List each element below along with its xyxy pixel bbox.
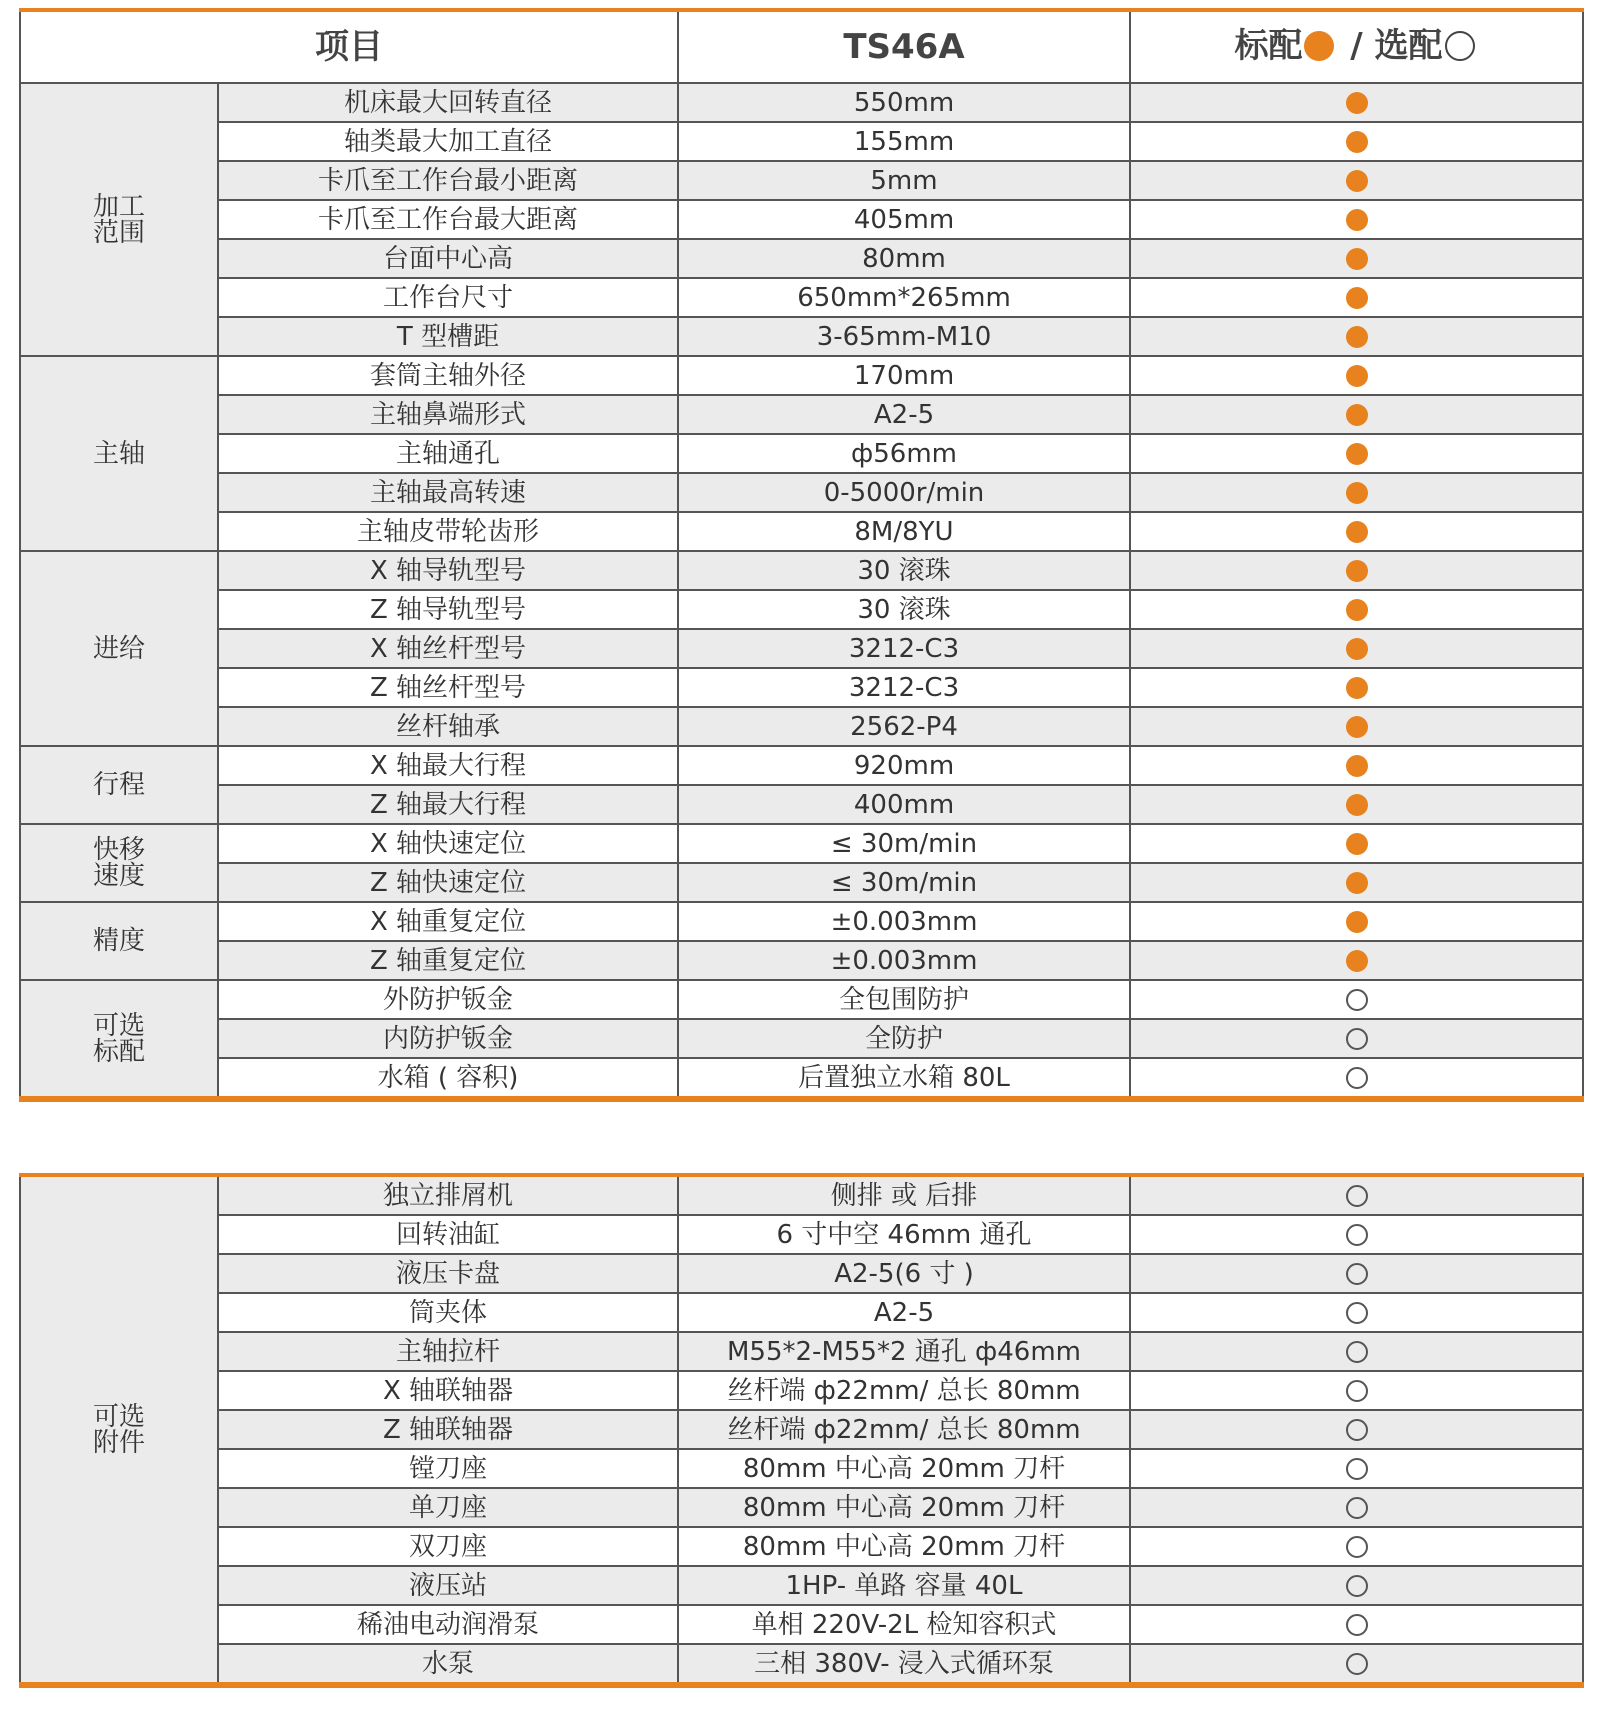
optional-circle-icon — [1346, 1536, 1368, 1558]
table-body-main — [20, 83, 1583, 1099]
optional-circle-icon — [1346, 1497, 1368, 1519]
config-cell — [1130, 629, 1583, 668]
config-cell — [1130, 512, 1583, 551]
optional-circle-icon — [1346, 1419, 1368, 1441]
value-cell: 全防护 — [678, 1019, 1130, 1058]
value-cell: 丝杆端 ф22mm/ 总长 80mm — [678, 1410, 1130, 1449]
table-row — [20, 1410, 1583, 1449]
optional-circle-icon — [1346, 1380, 1368, 1402]
standard-dot-icon — [1346, 482, 1368, 504]
item-cell: 外防护钣金 — [218, 980, 678, 1019]
config-cell — [1130, 239, 1583, 278]
table-row — [20, 824, 1583, 863]
config-cell — [1130, 434, 1583, 473]
config-cell — [1130, 1215, 1583, 1254]
item-cell: Z 轴丝杆型号 — [218, 668, 678, 707]
config-cell — [1130, 1175, 1583, 1215]
item-cell: 液压卡盘 — [218, 1254, 678, 1293]
table-row — [20, 1332, 1583, 1371]
config-cell — [1130, 356, 1583, 395]
config-cell — [1130, 473, 1583, 512]
value-cell: 全包围防护 — [678, 980, 1130, 1019]
value-cell: 8M/8YU — [678, 512, 1130, 551]
value-cell: 丝杆端 ф22mm/ 总长 80mm — [678, 1371, 1130, 1410]
value-cell: 170mm — [678, 356, 1130, 395]
value-cell: 650mm*265mm — [678, 278, 1130, 317]
config-cell — [1130, 161, 1583, 200]
standard-dot-icon — [1346, 248, 1368, 270]
config-cell — [1130, 1019, 1583, 1058]
group-label: 主轴 — [20, 356, 218, 551]
table-row — [20, 356, 1583, 395]
group-label: 行程 — [20, 746, 218, 824]
item-cell: 独立排屑机 — [218, 1175, 678, 1215]
item-cell: 水泵 — [218, 1644, 678, 1685]
table-row — [20, 1215, 1583, 1254]
config-cell — [1130, 1371, 1583, 1410]
table-row — [20, 668, 1583, 707]
standard-dot-icon — [1346, 92, 1368, 114]
item-cell: 内防护钣金 — [218, 1019, 678, 1058]
group-label: 加工 范围 — [20, 83, 218, 356]
header-separator: / — [1338, 26, 1375, 67]
value-cell: 3212-C3 — [678, 668, 1130, 707]
value-cell: M55*2-M55*2 通孔 ф46mm — [678, 1332, 1130, 1371]
optional-circle-icon — [1346, 1458, 1368, 1480]
value-cell: 400mm — [678, 785, 1130, 824]
config-cell — [1130, 122, 1583, 161]
optional-circle-icon — [1346, 989, 1368, 1011]
table-row — [20, 1605, 1583, 1644]
item-cell: 主轴拉杆 — [218, 1332, 678, 1371]
item-cell: 镗刀座 — [218, 1449, 678, 1488]
config-cell — [1130, 1449, 1583, 1488]
table-row — [20, 278, 1583, 317]
optional-circle-icon — [1346, 1575, 1368, 1597]
table-row — [20, 83, 1583, 122]
value-cell: 155mm — [678, 122, 1130, 161]
value-cell: 920mm — [678, 746, 1130, 785]
value-cell: 3-65mm-M10 — [678, 317, 1130, 356]
table-row — [20, 317, 1583, 356]
table-row — [20, 551, 1583, 590]
optional-circle-icon — [1346, 1302, 1368, 1324]
config-cell — [1130, 824, 1583, 863]
item-cell: 卡爪至工作台最小距离 — [218, 161, 678, 200]
table-row — [20, 1488, 1583, 1527]
item-cell: Z 轴联轴器 — [218, 1410, 678, 1449]
optional-circle-icon — [1445, 31, 1475, 61]
config-cell — [1130, 395, 1583, 434]
standard-dot-icon — [1346, 560, 1368, 582]
table-row — [20, 941, 1583, 980]
value-cell: A2-5(6 寸 ) — [678, 1254, 1130, 1293]
item-cell: 机床最大回转直径 — [218, 83, 678, 122]
standard-dot-icon — [1346, 365, 1368, 387]
standard-dot-icon — [1346, 638, 1368, 660]
group-label: 快移 速度 — [20, 824, 218, 902]
config-cell — [1130, 746, 1583, 785]
config-cell — [1130, 551, 1583, 590]
standard-dot-icon — [1346, 911, 1368, 933]
value-cell: 单相 220V-2L 检知容积式 — [678, 1605, 1130, 1644]
config-cell — [1130, 1332, 1583, 1371]
value-cell: 3212-C3 — [678, 629, 1130, 668]
config-cell — [1130, 668, 1583, 707]
table-row — [20, 1527, 1583, 1566]
item-cell: 工作台尺寸 — [218, 278, 678, 317]
header-opt-label: 选配 — [1374, 26, 1443, 67]
value-cell: 侧排 或 后排 — [678, 1175, 1130, 1215]
table-row — [20, 1254, 1583, 1293]
config-cell — [1130, 902, 1583, 941]
config-cell — [1130, 1254, 1583, 1293]
value-cell: 30 滚珠 — [678, 551, 1130, 590]
table-row — [20, 200, 1583, 239]
item-cell: 双刀座 — [218, 1527, 678, 1566]
item-cell: 筒夹体 — [218, 1293, 678, 1332]
item-cell: 卡爪至工作台最大距离 — [218, 200, 678, 239]
standard-dot-icon — [1346, 599, 1368, 621]
optional-circle-icon — [1346, 1028, 1368, 1050]
config-cell — [1130, 707, 1583, 746]
item-cell: 主轴鼻端形式 — [218, 395, 678, 434]
item-cell: 主轴皮带轮齿形 — [218, 512, 678, 551]
table-row — [20, 122, 1583, 161]
table-row — [20, 1566, 1583, 1605]
optional-circle-icon — [1346, 1341, 1368, 1363]
value-cell: 1HP- 单路 容量 40L — [678, 1566, 1130, 1605]
item-cell: 丝杆轴承 — [218, 707, 678, 746]
config-cell — [1130, 1605, 1583, 1644]
table-row — [20, 239, 1583, 278]
header-config — [1130, 10, 1583, 83]
config-cell — [1130, 941, 1583, 980]
table-row — [20, 863, 1583, 902]
value-cell: 5mm — [678, 161, 1130, 200]
group-label: 精度 — [20, 902, 218, 980]
table-row — [20, 1058, 1583, 1099]
table-row — [20, 1644, 1583, 1685]
config-cell — [1130, 1644, 1583, 1685]
value-cell: A2-5 — [678, 1293, 1130, 1332]
header-std-label: 标配 — [1234, 26, 1303, 67]
value-cell: ф56mm — [678, 434, 1130, 473]
optional-circle-icon — [1346, 1185, 1368, 1207]
config-cell — [1130, 1058, 1583, 1099]
value-cell: 80mm 中心高 20mm 刀杆 — [678, 1527, 1130, 1566]
item-cell: 主轴通孔 — [218, 434, 678, 473]
optional-circle-icon — [1346, 1067, 1368, 1089]
config-cell — [1130, 83, 1583, 122]
standard-dot-icon — [1346, 677, 1368, 699]
item-cell: T 型槽距 — [218, 317, 678, 356]
table-row — [20, 161, 1583, 200]
standard-dot-icon — [1346, 404, 1368, 426]
value-cell: 30 滚珠 — [678, 590, 1130, 629]
table-row — [20, 590, 1583, 629]
table-body-accessories — [20, 1175, 1583, 1685]
table-row — [20, 1293, 1583, 1332]
config-cell — [1130, 317, 1583, 356]
config-cell — [1130, 980, 1583, 1019]
value-cell: 80mm 中心高 20mm 刀杆 — [678, 1488, 1130, 1527]
table-header-row — [20, 10, 1583, 83]
table-row — [20, 1175, 1583, 1215]
item-cell: X 轴快速定位 — [218, 824, 678, 863]
table-row — [20, 980, 1583, 1019]
value-cell: ≤ 30m/min — [678, 863, 1130, 902]
table-row — [20, 1019, 1583, 1058]
item-cell: 台面中心高 — [218, 239, 678, 278]
spec-table-main — [19, 8, 1584, 1102]
table-row — [20, 395, 1583, 434]
item-cell: 液压站 — [218, 1566, 678, 1605]
config-cell — [1130, 1488, 1583, 1527]
table-row — [20, 902, 1583, 941]
config-cell — [1130, 785, 1583, 824]
standard-dot-icon — [1346, 872, 1368, 894]
standard-dot-icon — [1346, 755, 1368, 777]
item-cell: 稀油电动润滑泵 — [218, 1605, 678, 1644]
item-cell: 轴类最大加工直径 — [218, 122, 678, 161]
config-cell — [1130, 200, 1583, 239]
config-cell — [1130, 1410, 1583, 1449]
value-cell: 550mm — [678, 83, 1130, 122]
value-cell: 三相 380V- 浸入式循环泵 — [678, 1644, 1130, 1685]
config-cell — [1130, 278, 1583, 317]
group-label: 可选 附件 — [20, 1175, 218, 1685]
standard-dot-icon — [1346, 326, 1368, 348]
item-cell: X 轴导轨型号 — [218, 551, 678, 590]
table-row — [20, 1371, 1583, 1410]
table-row — [20, 1449, 1583, 1488]
value-cell: 6 寸中空 46mm 通孔 — [678, 1215, 1130, 1254]
value-cell: ±0.003mm — [678, 902, 1130, 941]
item-cell: X 轴联轴器 — [218, 1371, 678, 1410]
value-cell: 后置独立水箱 80L — [678, 1058, 1130, 1099]
config-cell — [1130, 863, 1583, 902]
table-row — [20, 512, 1583, 551]
table-row — [20, 473, 1583, 512]
item-cell: X 轴最大行程 — [218, 746, 678, 785]
item-cell: Z 轴快速定位 — [218, 863, 678, 902]
item-cell: 水箱 ( 容积) — [218, 1058, 678, 1099]
standard-dot-icon — [1346, 833, 1368, 855]
config-cell — [1130, 590, 1583, 629]
item-cell: X 轴丝杆型号 — [218, 629, 678, 668]
optional-circle-icon — [1346, 1263, 1368, 1285]
config-cell — [1130, 1566, 1583, 1605]
value-cell: A2-5 — [678, 395, 1130, 434]
table-row — [20, 785, 1583, 824]
config-cell — [1130, 1527, 1583, 1566]
group-label: 进给 — [20, 551, 218, 746]
header-model: TS46A — [678, 10, 1130, 83]
standard-dot-icon — [1346, 287, 1368, 309]
item-cell: Z 轴重复定位 — [218, 941, 678, 980]
item-cell: 单刀座 — [218, 1488, 678, 1527]
standard-dot-icon — [1346, 716, 1368, 738]
value-cell: 80mm — [678, 239, 1130, 278]
standard-dot-icon — [1346, 521, 1368, 543]
standard-dot-icon — [1346, 131, 1368, 153]
item-cell: Z 轴导轨型号 — [218, 590, 678, 629]
config-cell — [1130, 1293, 1583, 1332]
value-cell: ≤ 30m/min — [678, 824, 1130, 863]
optional-circle-icon — [1346, 1224, 1368, 1246]
item-cell: 回转油缸 — [218, 1215, 678, 1254]
standard-dot-icon — [1304, 31, 1334, 61]
value-cell: ±0.003mm — [678, 941, 1130, 980]
table-row — [20, 707, 1583, 746]
item-cell: Z 轴最大行程 — [218, 785, 678, 824]
table-row — [20, 629, 1583, 668]
table-row — [20, 434, 1583, 473]
value-cell: 2562-P4 — [678, 707, 1130, 746]
standard-dot-icon — [1346, 443, 1368, 465]
standard-dot-icon — [1346, 170, 1368, 192]
spec-table-accessories — [19, 1173, 1584, 1688]
value-cell: 0-5000r/min — [678, 473, 1130, 512]
table-row — [20, 746, 1583, 785]
standard-dot-icon — [1346, 794, 1368, 816]
value-cell: 405mm — [678, 200, 1130, 239]
group-label: 可选 标配 — [20, 980, 218, 1099]
standard-dot-icon — [1346, 209, 1368, 231]
optional-circle-icon — [1346, 1653, 1368, 1675]
item-cell: 套筒主轴外径 — [218, 356, 678, 395]
item-cell: X 轴重复定位 — [218, 902, 678, 941]
value-cell: 80mm 中心高 20mm 刀杆 — [678, 1449, 1130, 1488]
header-item: 项目 — [20, 10, 678, 83]
optional-circle-icon — [1346, 1614, 1368, 1636]
item-cell: 主轴最高转速 — [218, 473, 678, 512]
standard-dot-icon — [1346, 950, 1368, 972]
